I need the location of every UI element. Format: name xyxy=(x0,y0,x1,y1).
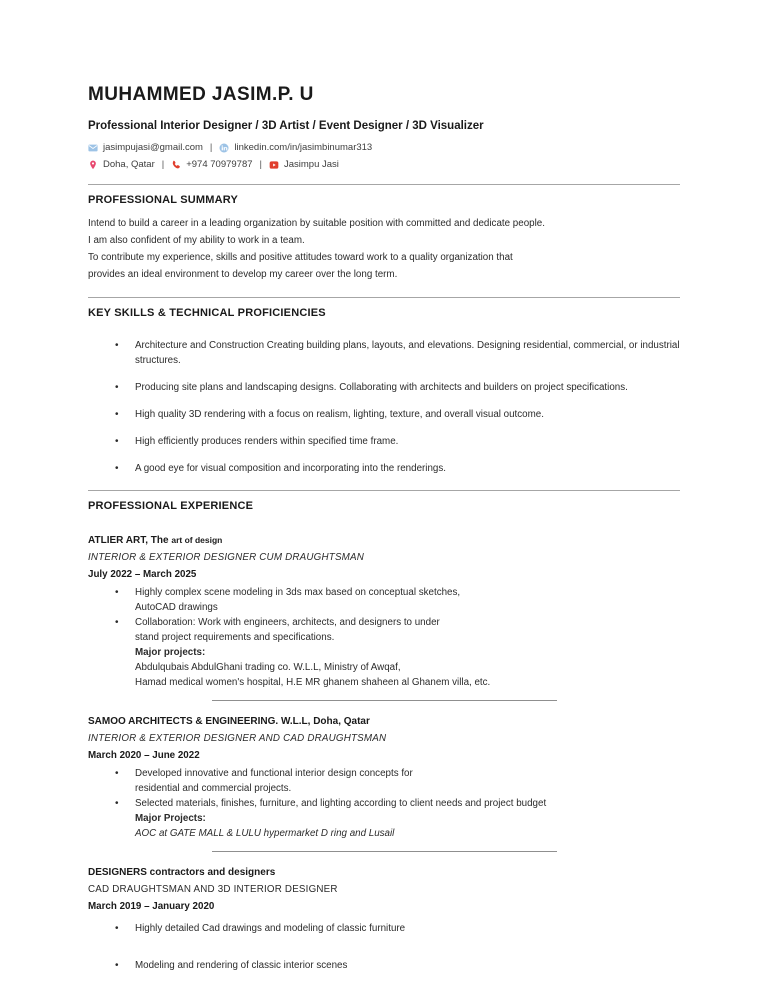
skill-bullet xyxy=(88,434,680,449)
job-bullet-line: stand project requirements and specifications. xyxy=(135,632,335,643)
job-bullet xyxy=(88,585,680,615)
section-divider xyxy=(88,184,680,185)
bullet-dot: • xyxy=(115,923,119,934)
skill-line: Producing site plans and landscaping designs. Collaborating with architects and builders on project specifications. xyxy=(135,382,628,393)
bullet-dot: • xyxy=(115,617,119,628)
job-bullet-line: Collaboration: Work with engineers, architects, and designers to under xyxy=(135,617,440,628)
skill-bullet xyxy=(88,461,680,476)
section-divider xyxy=(88,297,680,298)
project-line: Hamad medical women's hospital, H.E MR ghanem shaheen al Ghanem villa, etc. xyxy=(135,677,491,688)
job-dates: July 2022 – March 2025 xyxy=(88,569,197,580)
email-icon xyxy=(88,143,98,153)
skill-bullet xyxy=(88,338,680,368)
job-company: SAMOO ARCHITECTS & ENGINEERING. W.L.L, Doha, Qatar xyxy=(88,716,370,727)
bullet-dot: • xyxy=(115,463,119,474)
section-title-skills: KEY SKILLS & TECHNICAL PROFICIENCIES xyxy=(88,307,326,319)
job-entry-designers xyxy=(88,864,680,973)
job-bullet-line: Highly complex scene modeling in 3ds max based on conceptual sketches, xyxy=(135,587,461,598)
location-pin-icon xyxy=(88,160,98,170)
phone-icon xyxy=(171,160,181,170)
skill-line: High efficiently produces renders within specified time frame. xyxy=(135,436,399,447)
candidate-headline: Professional Interior Designer / 3D Artist / Event Designer / 3D Visualizer xyxy=(88,120,484,132)
job-bullet-line: residential and commercial projects. xyxy=(135,783,292,794)
bullet-dot: • xyxy=(115,340,119,351)
summary-line: To contribute my experience, skills and positive attitudes toward work to a quality organization that xyxy=(88,252,513,263)
contact-separator: | xyxy=(209,142,213,153)
contact-row-1 xyxy=(88,142,680,153)
job-dates: March 2020 – June 2022 xyxy=(88,750,200,761)
job-bullet xyxy=(88,958,680,973)
bullet-dot: • xyxy=(115,409,119,420)
social-badge-icon xyxy=(269,160,279,170)
project-line: AOC at GATE MALL & LULU hypermarket D ring and Lusail xyxy=(135,828,395,839)
section-title-summary: PROFESSIONAL SUMMARY xyxy=(88,194,239,206)
job-divider xyxy=(212,700,557,701)
job-bullet-line: Developed innovative and functional interior design concepts for xyxy=(135,768,413,779)
summary-line: provides an ideal environment to develop my career over the long term. xyxy=(88,269,398,280)
social-link[interactable]: Jasimpu Jasi xyxy=(284,159,339,170)
projects-label: Major Projects: xyxy=(135,813,206,824)
bullet-dot: • xyxy=(115,587,119,598)
summary-text xyxy=(88,215,680,283)
contact-separator: | xyxy=(161,159,165,170)
job-role: CAD DRAUGHTSMAN AND 3D INTERIOR DESIGNER xyxy=(88,884,338,895)
job-company xyxy=(88,532,680,549)
skill-bullet xyxy=(88,407,680,422)
projects-label: Major projects: xyxy=(135,647,206,658)
job-role: INTERIOR & EXTERIOR DESIGNER AND CAD DRAUGHTSMAN xyxy=(88,733,387,744)
bullet-dot: • xyxy=(115,960,119,971)
location-text: Doha, Qatar xyxy=(103,159,155,170)
job-company: DESIGNERS contractors and designers xyxy=(88,867,276,878)
summary-line: I am also confident of my ability to work in a team. xyxy=(88,235,305,246)
job-company-name: ATLIER ART, The xyxy=(88,535,169,546)
contact-row-2 xyxy=(88,159,680,170)
job-bullet-line: Highly detailed Cad drawings and modeling of classic furniture xyxy=(135,923,406,934)
bullet-dot: • xyxy=(115,382,119,393)
skill-line: Architecture and Construction Creating building plans, layouts, and elevations. Designing residential, commercial, or industrial xyxy=(135,340,680,351)
job-entry-atlier-art xyxy=(88,532,680,690)
job-bullet xyxy=(88,796,680,811)
job-role: INTERIOR & EXTERIOR DESIGNER CUM DRAUGHTSMAN xyxy=(88,552,365,563)
skills-list xyxy=(88,338,680,476)
job-entry-samoo xyxy=(88,713,680,841)
skill-line: A good eye for visual composition and incorporating into the renderings. xyxy=(135,463,446,474)
project-line: Abdulqubais AbdulGhani trading co. W.L.L, Ministry of Awqaf, xyxy=(135,662,401,673)
job-bullet xyxy=(88,921,680,936)
job-company-suffix: art of design xyxy=(171,535,223,545)
job-dates: March 2019 – January 2020 xyxy=(88,901,215,912)
bullet-dot: • xyxy=(115,768,119,779)
job-divider xyxy=(212,851,557,852)
section-title-experience: PROFESSIONAL EXPERIENCE xyxy=(88,500,254,512)
phone-link[interactable]: +974 70979787 xyxy=(186,159,253,170)
job-projects xyxy=(135,811,680,841)
linkedin-icon xyxy=(219,143,229,153)
linkedin-link[interactable]: linkedin.com/in/jasimbinumar313 xyxy=(234,142,373,153)
skill-line: High quality 3D rendering with a focus on realism, lighting, texture, and overall visual outcome. xyxy=(135,409,544,420)
skill-line: structures. xyxy=(135,355,181,366)
job-bullet xyxy=(88,766,680,796)
skill-bullet xyxy=(88,380,680,395)
contact-separator: | xyxy=(259,159,262,170)
job-bullet-line: Modeling and rendering of classic interior scenes xyxy=(135,960,348,971)
job-bullet-line: Selected materials, finishes, furniture, and lighting according to client needs and project budget xyxy=(135,798,547,809)
job-bullet xyxy=(88,615,680,645)
candidate-name: MUHAMMED JASIM.P. U xyxy=(88,84,314,105)
job-projects xyxy=(135,645,680,690)
bullet-dot: • xyxy=(115,798,119,809)
email-link[interactable]: jasimpujasi@gmail.com xyxy=(103,142,203,153)
job-bullet-line: AutoCAD drawings xyxy=(135,602,218,613)
bullet-dot: • xyxy=(115,436,119,447)
section-divider xyxy=(88,490,680,491)
summary-line: Intend to build a career in a leading organization by suitable position with committed and dedicate people. xyxy=(88,218,545,229)
